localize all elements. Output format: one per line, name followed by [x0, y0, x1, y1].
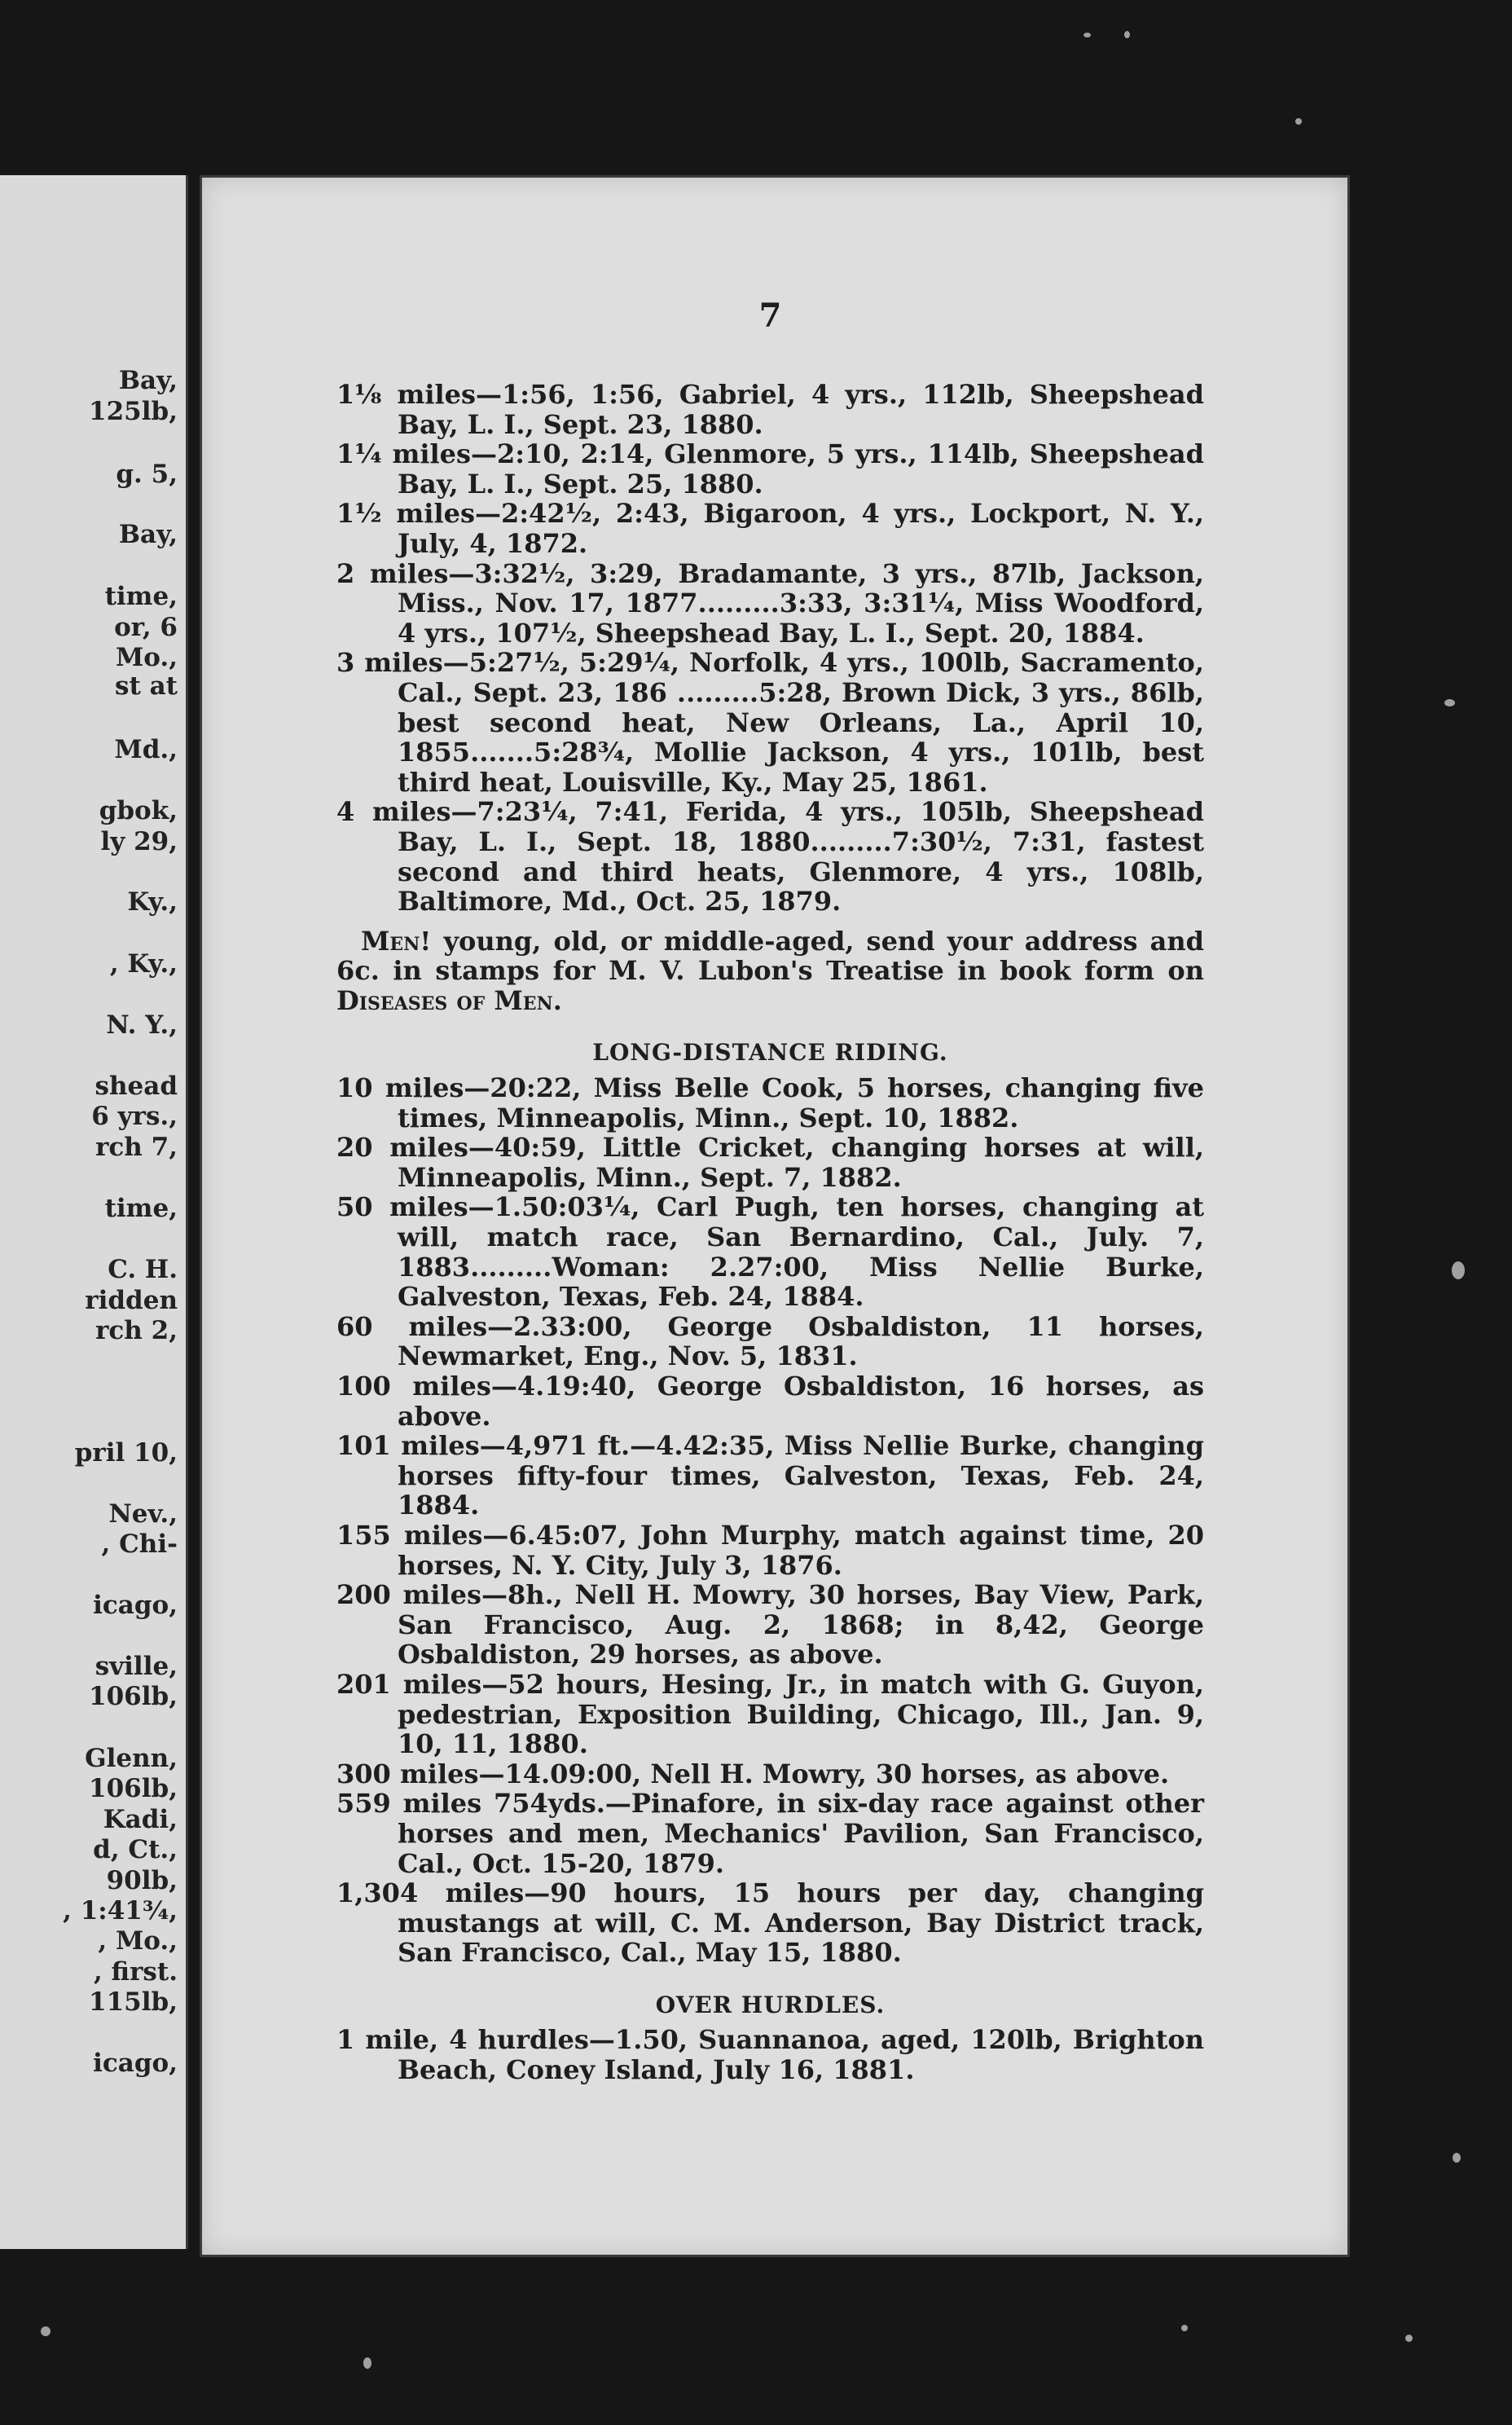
- record-entry: 1 mile, 4 hurdles—1.50, Suannanoa, aged, 120lb, Brighton Beach, Coney Island, July 16, 1881.: [336, 2024, 1204, 2086]
- dust-speck: [1181, 2325, 1188, 2331]
- left-fragment-line: shead: [94, 1072, 178, 1101]
- dust-speck: [1453, 2153, 1461, 2163]
- left-fragment-line: , Mo.,: [98, 1926, 178, 1956]
- left-fragment-line: d, Ct.,: [93, 1835, 178, 1864]
- left-fragment-line: 6 yrs.,: [91, 1102, 178, 1131]
- left-fragment-line: , 1:41¾,: [63, 1896, 178, 1925]
- left-fragment-line: or, 6: [114, 613, 178, 642]
- left-fragment-line: 125lb,: [89, 397, 178, 426]
- left-fragment-line: gbok,: [99, 796, 178, 825]
- record-entry: 1⅛ miles—1:56, 1:56, Gabriel, 4 yrs., 112lb, Sheepshead Bay, L. I., Sept. 23, 1880.: [336, 379, 1204, 440]
- left-fragment-line: 106lb,: [89, 1774, 178, 1803]
- left-fragment-line: Ky.,: [127, 887, 178, 917]
- record-entry: 60 miles—2.33:00, George Osbaldiston, 11 horses, Newmarket, Eng., Nov. 5, 1831.: [336, 1310, 1204, 1372]
- ad-title: Diseases of Men: [336, 984, 553, 1016]
- record-entry: 1¼ miles—2:10, 2:14, Glenmore, 5 yrs., 114lb, Sheepshead Bay, L. I., Sept. 25, 1880.: [336, 438, 1204, 500]
- left-fragment-line: Nev.,: [108, 1499, 178, 1529]
- left-fragment-line: Bay,: [118, 520, 178, 549]
- left-fragment-line: 106lb,: [89, 1682, 178, 1711]
- left-page-fragment: [0, 175, 188, 2249]
- ad-end: .: [552, 984, 562, 1016]
- dust-speck: [1405, 2335, 1413, 2342]
- record-entry: 1½ miles—2:42½, 2:43, Bigaroon, 4 yrs., Lockport, N. Y., July, 4, 1872.: [336, 498, 1204, 559]
- left-fragment-line: rch 7,: [95, 1133, 178, 1162]
- page-text: [336, 297, 1204, 2086]
- record-entry: 200 miles—8h., Nell H. Mowry, 30 horses, Bay View, Park, San Francisco, Aug. 2, 1868; in 8,42, George Osbaldiston, 29 horses, as above.: [336, 1579, 1204, 1670]
- dust-speck: [1083, 33, 1091, 37]
- left-fragment-line: icago,: [93, 2049, 178, 2078]
- left-fragment-line: time,: [104, 582, 178, 611]
- left-fragment-line: Glenn,: [85, 1744, 178, 1773]
- record-entry: 20 miles—40:59, Little Cricket, changing horses at will, Minneapolis, Minn., Sept. 7, 1882.: [336, 1132, 1204, 1193]
- record-entry: 201 miles—52 hours, Hesing, Jr., in match with G. Guyon, pedestrian, Exposition Building, Chicago, Ill., Jan. 9, 10, 11, 1880.: [336, 1668, 1204, 1760]
- left-fragment-line: , Chi-: [101, 1529, 178, 1559]
- ad-lead: Men!: [361, 925, 432, 957]
- record-entry: 50 miles—1.50:03¼, Carl Pugh, ten horses, changing at will, match race, San Bernardino, Cal., July. 7, 1883.........Woman: 2.27:00, Miss Nellie Burke, Galveston, Texas, Feb. 24, 1884.: [336, 1191, 1204, 1313]
- record-entry: 300 miles—14.09:00, Nell H. Mowry, 30 horses, as above.: [336, 1758, 1170, 1789]
- left-fragment-line: 115lb,: [89, 1987, 178, 2017]
- ad-body: young, old, or middle-aged, send your address and 6c. in stamps for M. V. Lubon's Treatise in book form on: [336, 925, 1204, 987]
- left-fragment-line: Kadi,: [103, 1805, 178, 1834]
- record-entry: 1,304 miles—90 hours, 15 hours per day, changing mustangs at will, C. M. Anderson, Bay District track, San Francisco, Cal., May 15, 1880.: [336, 1877, 1204, 1969]
- record-entry: 3 miles—5:27½, 5:29¼, Norfolk, 4 yrs., 100lb, Sacramento, Cal., Sept. 23, 186 .........5:28, Brown Dick, 3 yrs., 86lb, best second heat, New Orleans, La., April 10, 1855.......5:28¾, Mollie Jackson, 4 yrs., 101lb, best third heat, Louisville, Ky., May 25, 1861.: [336, 647, 1204, 798]
- record-entry: 559 miles 754yds.—Pinafore, in six-day race against other horses and men, Mechanics' Pavilion, San Francisco, Cal., Oct. 15-20, 1879.: [336, 1788, 1204, 1879]
- left-fragment-line: ridden: [85, 1286, 178, 1315]
- section-heading-long-distance: LONG-DISTANCE RIDING.: [592, 1039, 948, 1067]
- left-fragment-line: st at: [115, 671, 178, 701]
- dust-speck: [41, 2326, 51, 2336]
- left-fragment-line: Mo.,: [115, 643, 178, 672]
- left-fragment-line: , Ky.,: [109, 949, 178, 979]
- left-fragment-line: pril 10,: [74, 1438, 178, 1468]
- record-entry: 155 miles—6.45:07, John Murphy, match against time, 20 horses, N. Y. City, July 3, 1876.: [336, 1519, 1204, 1581]
- record-entry: 2 miles—3:32½, 3:29, Bradamante, 3 yrs., 87lb, Jackson, Miss., Nov. 17, 1877.........3:33, 3:31¼, Miss Woodford, 4 yrs., 107½, Sheepshead Bay, L. I., Sept. 20, 1884.: [336, 557, 1204, 649]
- left-fragment-line: , first.: [93, 1957, 178, 1987]
- left-fragment-line: ly 29,: [100, 827, 178, 856]
- left-fragment-line: Bay,: [118, 366, 178, 395]
- record-entry: 100 miles—4.19:40, George Osbaldiston, 16 horses, as above.: [336, 1371, 1204, 1432]
- dust-speck: [1295, 118, 1302, 125]
- left-fragment-line: g. 5,: [116, 460, 178, 489]
- section-heading-over-hurdles: OVER HURDLES.: [655, 1991, 886, 2018]
- left-fragment-line: Md.,: [114, 735, 178, 764]
- left-fragment-line: time,: [104, 1194, 178, 1223]
- record-entry: 101 miles—4,971 ft.—4.42:35, Miss Nellie Burke, changing horses fifty-four times, Galveston, Texas, Feb. 24, 1884.: [336, 1430, 1204, 1521]
- dust-speck: [1444, 699, 1455, 706]
- advertisement: [336, 926, 1204, 1016]
- left-fragment-line: 90lb,: [106, 1866, 178, 1895]
- left-fragment-line: C. H.: [108, 1255, 178, 1284]
- dust-speck: [1124, 31, 1130, 38]
- record-entry: 4 miles—7:23¼, 7:41, Ferida, 4 yrs., 105lb, Sheepshead Bay, L. I., Sept. 18, 1880.........7:30½, 7:31, fastest second and third heats, Glenmore, 4 yrs., 108lb, Baltimore, Md., Oct. 25, 1879.: [336, 796, 1204, 918]
- left-fragment-line: N. Y.,: [106, 1010, 178, 1040]
- dust-speck: [1452, 1261, 1465, 1279]
- left-fragment-line: rch 2,: [95, 1316, 178, 1345]
- book-page: [200, 175, 1350, 2257]
- left-fragment-line: sville,: [94, 1652, 178, 1681]
- page-number: 7: [758, 297, 782, 335]
- dust-speck: [363, 2357, 371, 2369]
- left-fragment-line: icago,: [93, 1591, 178, 1620]
- record-entry: 10 miles—20:22, Miss Belle Cook, 5 horses, changing five times, Minneapolis, Minn., Sept. 10, 1882.: [336, 1072, 1204, 1133]
